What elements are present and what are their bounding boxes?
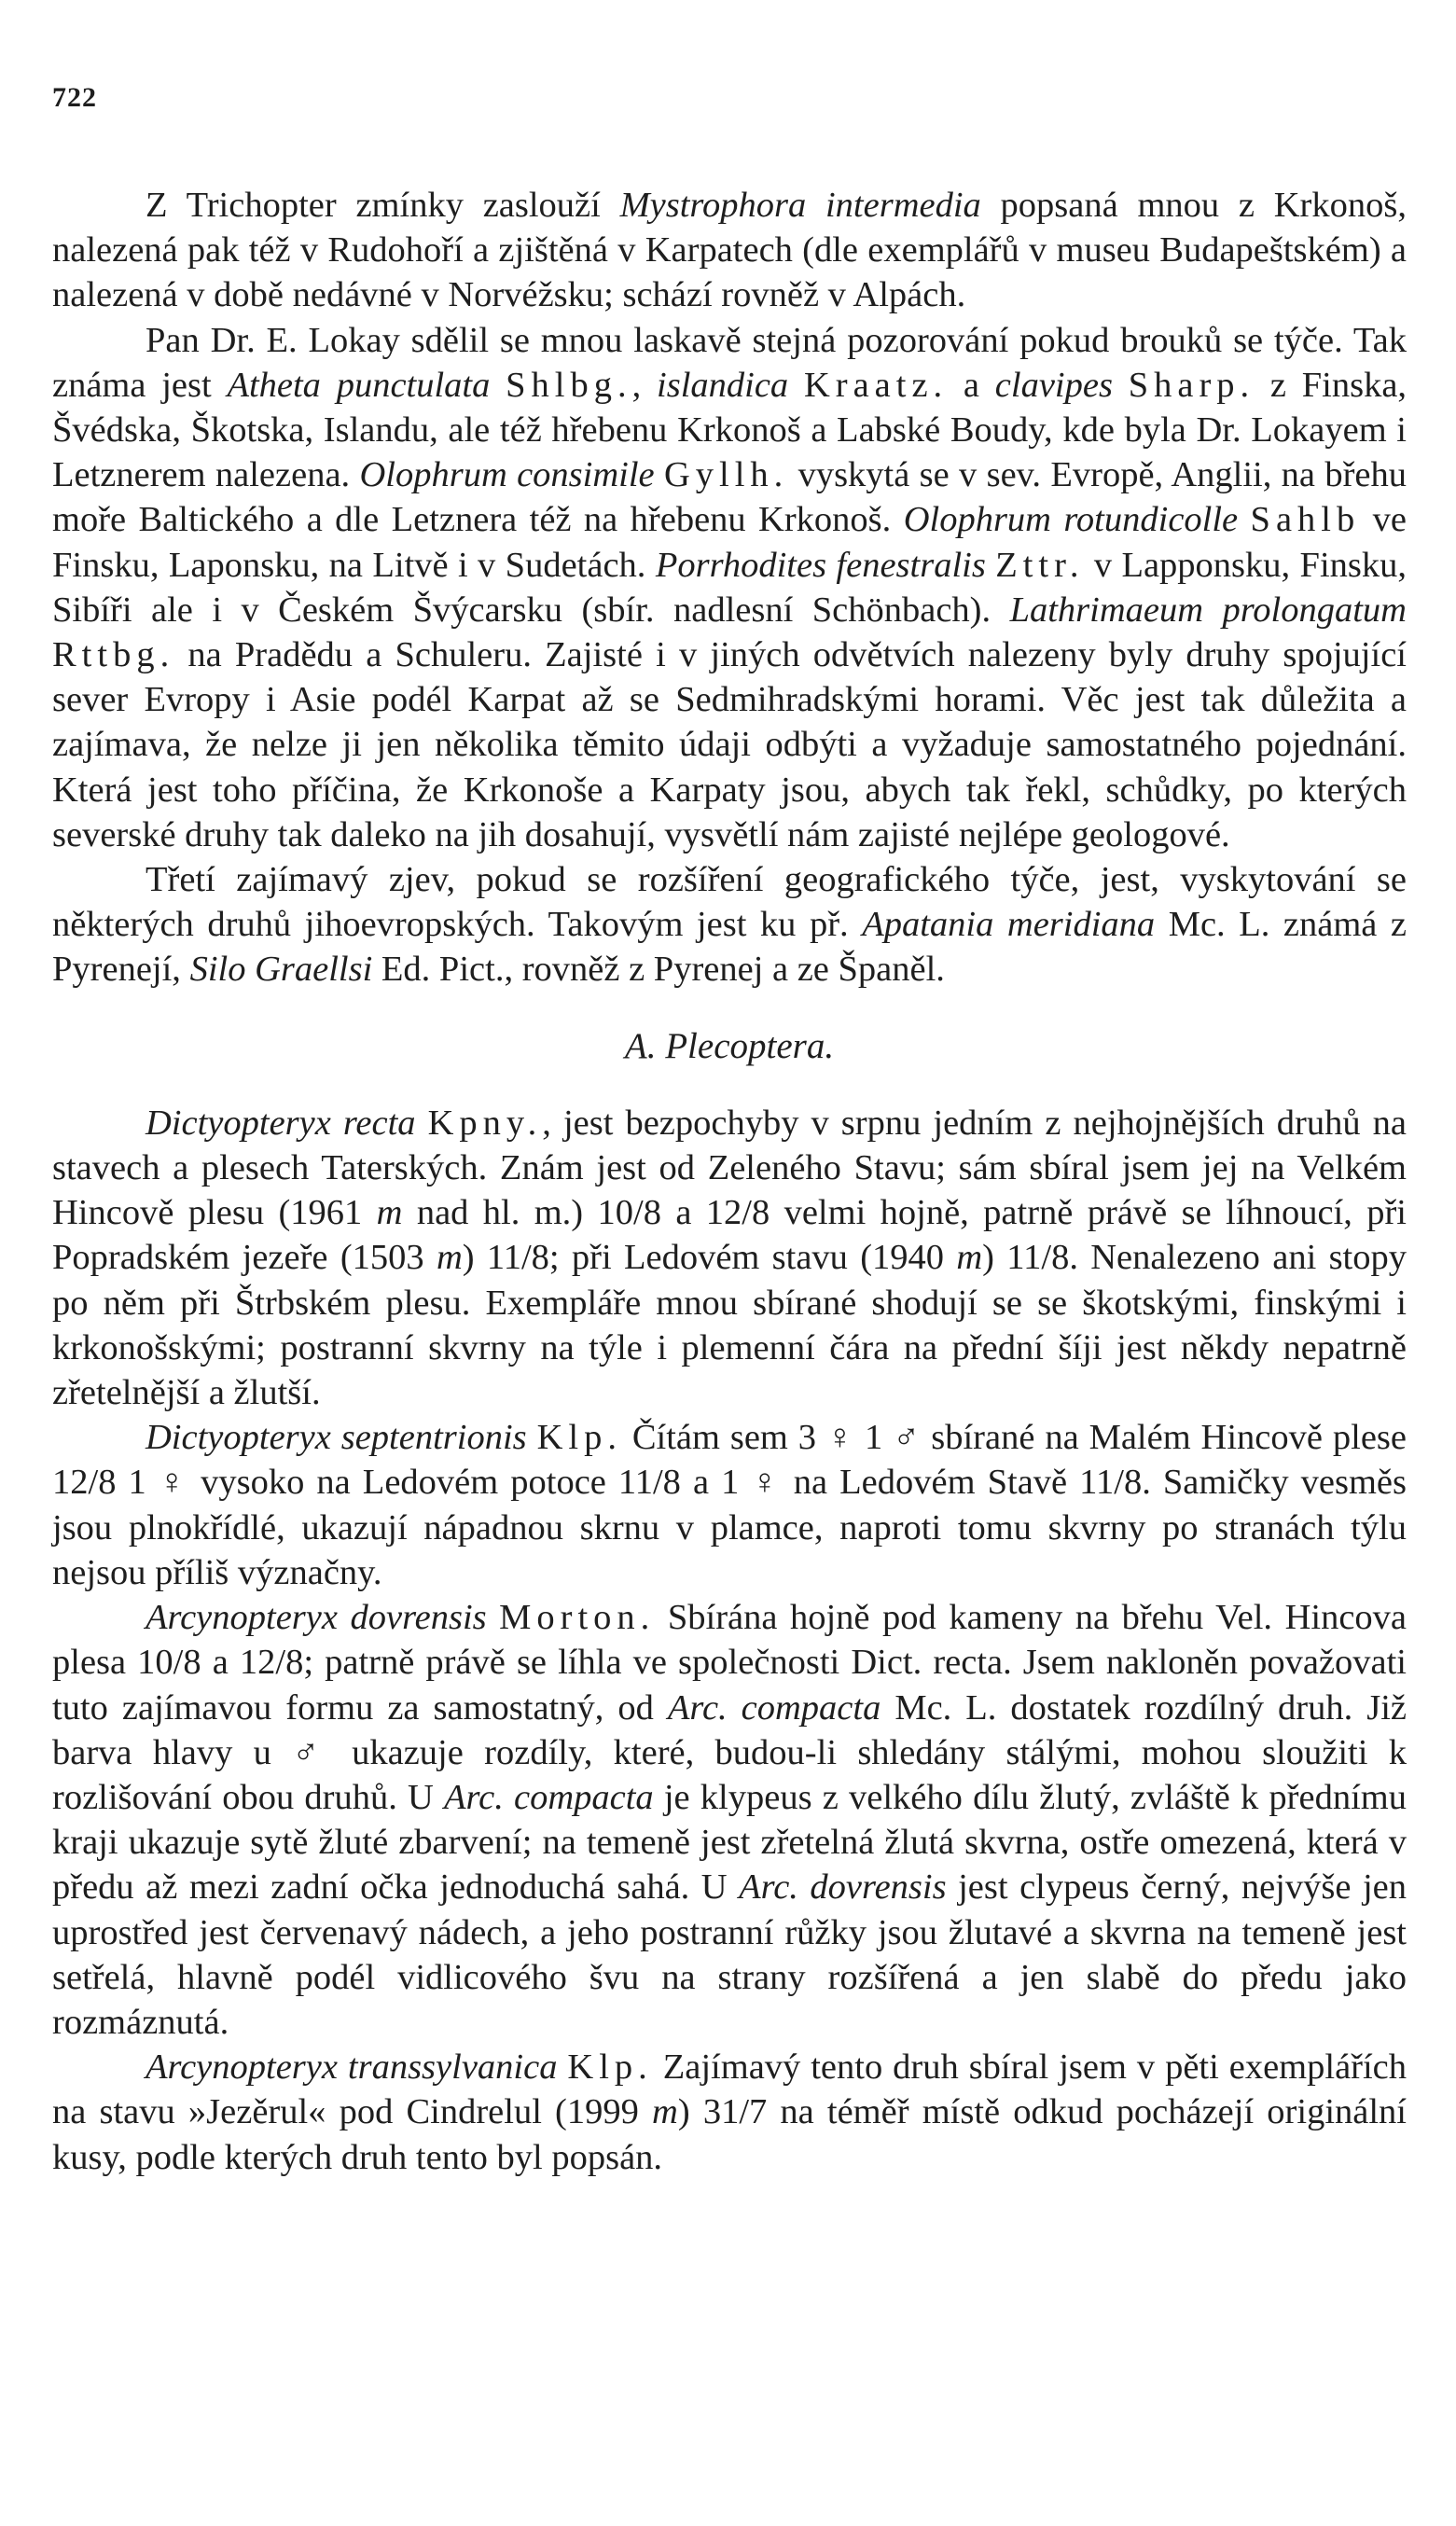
author-name: Kpny. [427, 1103, 543, 1143]
author-name: Zttr. [995, 545, 1085, 585]
italic-term: m [956, 1238, 983, 1278]
text-run [788, 366, 804, 405]
italic-term: Silo Graellsi [189, 950, 373, 990]
text-run [1238, 500, 1250, 539]
italic-term: Arcynopteryx dovrensis [146, 1598, 487, 1638]
italic-term: Arcynopteryx transsylvanica [146, 2047, 558, 2088]
italic-term: Olophrum consimile [359, 455, 655, 495]
text-run: z Finska, Švédska, Škotska, Islandu, ale též hřebenu Krkonoš a Labské Boudy, kde byla Dr. Lokayem i Letznerem nalezena. [52, 365, 1407, 495]
author-name: Morton. [499, 1598, 656, 1638]
italic-term: islandica [657, 365, 789, 405]
text-run: Zajímavý tento druh sbíral jsem v pěti exemplářích na stavu »Jezěrul« pod Cindrelul (1999 [52, 2047, 1407, 2132]
text-run: popsaná mnou z Krkonoš, nalezená pak též v Rudohoří a zjištěná v Karpatech (dle exemplářů v museu Budapeštském) a nalezená v době nedávné v Norvéžsku; schází rovněž v Alpách. [52, 186, 1407, 315]
text-run: Mc. L. dostatek rozdílný druh. Již barva hlavy u ♂ ukazuje rozdíly, které, budou-li shledány stálými, mohou sloužiti k rozlišování obou druhů. U [52, 1687, 1407, 1817]
italic-term: Porrhodites fenestralis [655, 545, 986, 585]
author-name: Klp. [536, 1418, 622, 1458]
italic-term: Olophrum rotundicolle [903, 500, 1239, 540]
text-run: Mc. L. známá z Pyrenejí, [52, 905, 1407, 990]
text-run: je klypeus z velkého dílu žlutý, zvláště k přednímu kraji ukazuje sytě žluté zbarvení; na temeně jest zřetelná žlutá skvrna, ostře omezená, která v předu až mezi zadní očka jednoduchá sahá. U [52, 1777, 1407, 1908]
italic-term: Mystrophora intermedia [619, 186, 981, 225]
text-run: na Pradědu a Schuleru. Zajisté i v jiných odvětvích nalezeny byly druhy spojující sever Evropy i Asie podél Karpat až se Sedmihradskými horami. Věc jest tak důležita a zajímava, že nelze ji jen několika těmito údaji odbýti a vyžaduje samostatného pojednání. Která jest toho příčina, že Krkonoše a Karpaty jsou, abych tak řekl, schůdky, po kterých severské druhy tak daleko na jih dosahují, vysvětlí nám zajisté nejlépe geologové. [52, 635, 1407, 854]
text-run: a [948, 365, 995, 405]
text-run [416, 1103, 428, 1143]
text-run [527, 1418, 537, 1457]
text-run: Čítám sem 3 ♀ 1 ♂ sbírané na Malém Hincově plese 12/8 1 ♀ vysoko na Ledovém potoce 11/8 a 1 ♀ na Ledovém Stavě 11/8. Samičky vesměs jsou plnokřídlé, ukazují nápadnou skrnu v plamce, naproti tomu skvrny po stranách týlu nejsou příliš význačny. [52, 1418, 1407, 1592]
body-text [52, 183, 1407, 2180]
paragraph [52, 1101, 1407, 1415]
italic-term: m [652, 2092, 678, 2132]
italic-term: Arc. compacta [444, 1777, 654, 1817]
author-name: Gyllh. [663, 455, 789, 495]
italic-term: Atheta punctulata [227, 365, 491, 405]
italic-term: Dictyopteryx recta [146, 1103, 416, 1143]
text-run [655, 455, 664, 494]
page-number: 722 [52, 82, 97, 113]
text-run [490, 366, 506, 405]
author-name: Kraatz. [803, 365, 949, 405]
text-run [1113, 366, 1129, 405]
italic-term: Dictyopteryx septentrionis [146, 1418, 527, 1458]
text-run: vyskytá se v sev. Evropě, Anglii, na břehu moře Baltického a dle Letznera též na hřebenu Krkonoš. [52, 455, 1407, 540]
italic-term: m [376, 1193, 403, 1233]
text-run: Sbírána hojně pod kameny na břehu Vel. Hincova plesa 10/8 a 12/8; patrně právě se líhla ve společnosti Dict. recta. Jsem nakloněn považovati tuto zajímavou formu za samostatný, od [52, 1598, 1407, 1728]
text-run: jest clypeus černý, nejvýše jen uprostřed jest červenavý nádech, a jeho postranní růžky jsou žlutavé a skvrna na temeně jest setřelá, hlavně podél vidlicového švu na strany rozšířená a jen slabě do předu jako rozmáznutá. [52, 1867, 1407, 2042]
text-run: ) 11/8; při Ledovém stavu (1940 [462, 1238, 957, 1278]
text-run: Pan Dr. E. Lokay sdělil se mnou laskavě stejná pozorování pokud brouků se týče. Tak známa jest [52, 320, 1407, 405]
paragraph [52, 857, 1407, 992]
text-run: nad hl. m.) 10/8 a 12/8 velmi hojně, patrně právě se líhnoucí, při Popradském jezeře (1503 [52, 1193, 1407, 1278]
text-run [487, 1598, 500, 1637]
italic-term: m [436, 1238, 463, 1278]
author-name: Shlbg. [506, 365, 632, 405]
text-run: Třetí zajímavý zjev, pokud se rozšíření geografického týče, jest, vyskytování se některých druhů jihoevropských. Takovým jest ku př. [52, 860, 1407, 945]
paragraph [52, 183, 1407, 318]
paragraph [52, 1415, 1407, 1595]
text-run: ) 31/7 na téměř místě odkud pocházejí originální kusy, podle kterých druh tento byl popsán. [52, 2092, 1407, 2177]
author-name: Sahlb [1250, 500, 1361, 540]
author-name: Sharp. [1128, 365, 1255, 405]
author-name: Rttbg. [52, 635, 175, 675]
text-run: Z Trichopter zmínky zaslouží [146, 186, 620, 225]
italic-term: Lathrimaeum prolongatum [1009, 590, 1407, 630]
paragraph [52, 2045, 1407, 2180]
text-run: Ed. Pict., rovněž z Pyrenej a ze Španěl. [372, 950, 945, 990]
text-run: ve Finsku, Laponsku, na Litvě i v Sudetách. [52, 500, 1407, 585]
text-run: v Lapponsku, Finsku, Sibíři ale i v Českém Švýcarsku (sbír. nadlesní Schönbach). [52, 545, 1407, 630]
text-run [986, 546, 995, 585]
paragraph [52, 1595, 1407, 2045]
author-name: Klp. [567, 2047, 653, 2088]
italic-term: Apatania meridiana [862, 905, 1156, 945]
italic-term: Arc. compacta [667, 1687, 881, 1728]
text-run: , jest bezpochyby v srpnu jedním z nejhojnějších druhů na stavech a plesech Taterských. Znám jest od Zeleného Stavu; sám sbíral jsem jej na Velkém Hincově plesu (1961 [52, 1103, 1407, 1233]
section-title: A. Plecoptera. [624, 1025, 835, 1066]
text-run: , [631, 365, 658, 405]
paragraph [52, 318, 1407, 857]
italic-term: clavipes [994, 365, 1113, 405]
italic-term: Arc. dovrensis [739, 1867, 947, 1908]
text-run [557, 2047, 567, 2087]
text-run: ) 11/8. Nenalezeno ani stopy po něm při Štrbském plesu. Exempláře mnou sbírané shodují se se škotskými, finskými i krkonošskými; postranní skvrny na týle i plemenní čára na přední šíji jest někdy nepatrně zřetelnější a žlutší. [52, 1238, 1407, 1413]
